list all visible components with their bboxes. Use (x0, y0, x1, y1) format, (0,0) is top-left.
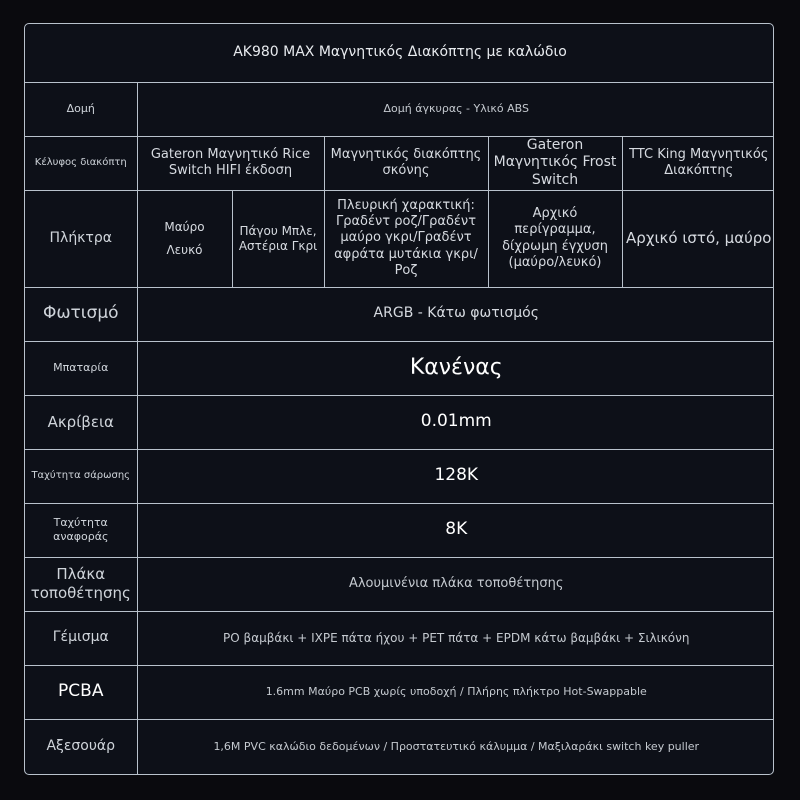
report-rate-row (25, 503, 774, 557)
precision-value: 0.01mm (137, 395, 774, 449)
switch-option-dustproof: Μαγνητικός διακόπτης σκόνης (324, 136, 488, 190)
scan-rate-label: Ταχύτητα σάρωσης (25, 449, 137, 503)
precision-row (25, 395, 774, 449)
plate-value: Αλουμινένια πλάκα τοποθέτησης (137, 557, 774, 611)
scan-rate-value: 128K (137, 449, 774, 503)
title-row (25, 24, 774, 82)
pcba-value: 1.6mm Μαύρο PCB χωρίς υποδοχή / Πλήρης πλήκτρο Hot-Swappable (137, 665, 774, 719)
keycap-variant-two-tone: Αρχικό περίγραμμα, δίχρωμη έγχυση (μαύρο/λευκό) (502, 206, 608, 270)
battery-value: Κανένας (137, 341, 774, 395)
keycap-color-white: Λευκό (166, 242, 203, 257)
structure-value: Δομή άγκυρας - Υλικό ABS (137, 82, 774, 136)
spec-table-frame (24, 23, 774, 775)
battery-row (25, 341, 774, 395)
filling-label: Γέμισμα (25, 611, 137, 665)
lighting-label: Φωτισμό (25, 287, 137, 341)
spec-table (25, 24, 774, 774)
report-rate-value: 8K (137, 503, 774, 557)
switch-option-frost: Gateron Μαγνητικός Frost Switch (488, 136, 622, 190)
switch-option-rice-hifi: Gateron Μαγνητικό Rice Switch HIFI έκδοση (137, 136, 324, 190)
accessories-value: 1,6M PVC καλώδιο δεδομένων / Προστατευτικό κάλυμμα / Μαξιλαράκι switch key puller (137, 719, 774, 774)
structure-label: Δομή (25, 82, 137, 136)
battery-label: Μπαταρία (25, 341, 137, 395)
lighting-row (25, 287, 774, 341)
switch-shell-row (25, 136, 774, 190)
keycap-color-black: Μαύρο (164, 219, 205, 234)
lighting-value: ARGB - Κάτω φωτισμός (137, 287, 774, 341)
keycaps-row (25, 190, 774, 287)
structure-row (25, 82, 774, 136)
precision-label: Ακρίβεια (25, 395, 137, 449)
keycap-variant-two-tone-cell (488, 190, 622, 287)
keycaps-label: Πλήκτρα (25, 190, 137, 287)
accessories-label: Αξεσουάρ (25, 719, 137, 774)
keycap-variant-original-black: Αρχικό ιστό, μαύρο (622, 190, 774, 287)
plate-label: Πλάκα τοποθέτησης (25, 557, 137, 611)
switch-shell-label: Κέλυφος διακόπτη (25, 136, 137, 190)
filling-value: PO βαμβάκι + IXPE πάτα ήχου + PET πάτα + EPDM κάτω βαμβάκι + Σιλικόνη (137, 611, 774, 665)
plate-row (25, 557, 774, 611)
keycap-colors-cell (137, 190, 232, 287)
keycap-variant-side-print: Πλευρική χαρακτική: Γραδέντ ροζ/Γραδέντ μαύρο γκρι/Γραδέντ αφράτα μυτάκια γκρι/Ροζ (324, 190, 488, 287)
table-title: AK980 MAX Μαγνητικός Διακόπτης με καλώδιο (25, 24, 774, 82)
filling-row (25, 611, 774, 665)
pcba-label: PCBA (25, 665, 137, 719)
scan-rate-row (25, 449, 774, 503)
accessories-row (25, 719, 774, 774)
switch-option-ttc-king: TTC King Μαγνητικός Διακόπτης (622, 136, 774, 190)
report-rate-label: Ταχύτητα αναφοράς (25, 503, 137, 557)
pcba-row (25, 665, 774, 719)
keycap-variant-ice-blue: Πάγου Μπλε, Αστέρια Γκρι (232, 190, 324, 287)
